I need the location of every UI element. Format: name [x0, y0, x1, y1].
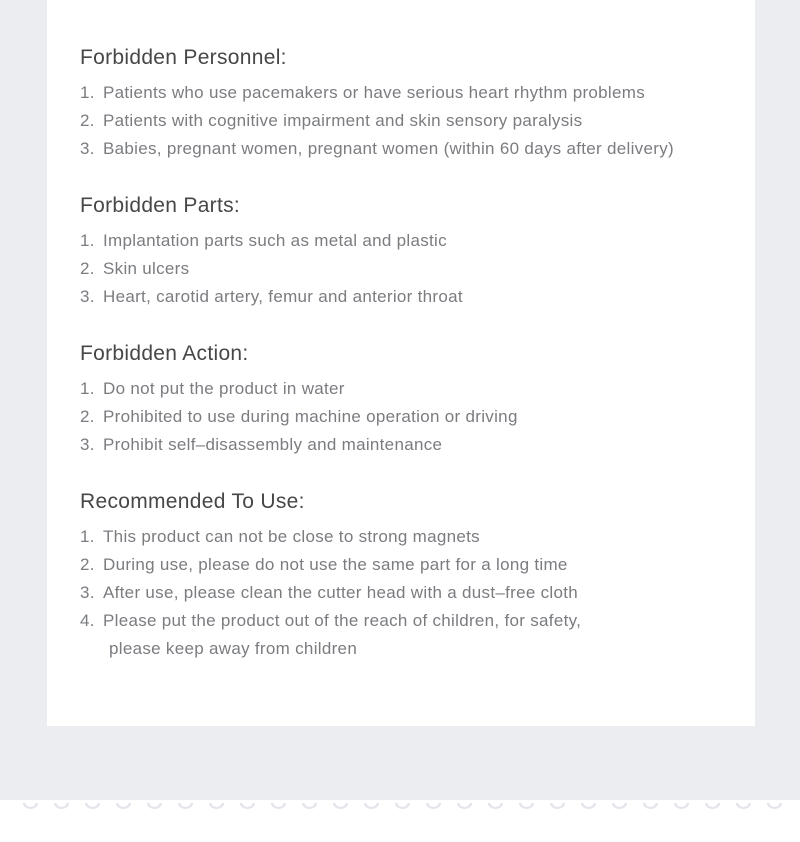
- list-item: [80, 431, 737, 459]
- section-forbidden-action: [80, 339, 737, 459]
- item-text: During use, please do not use the same part for a long time: [103, 555, 568, 574]
- safety-info-card: [47, 0, 755, 726]
- section-recommended-to-use: [80, 487, 737, 663]
- item-text-line1: Please put the product out of the reach of children, for safety,: [103, 611, 582, 630]
- list-item: [80, 403, 737, 431]
- next-section-edge: [0, 800, 800, 842]
- item-number: 2.: [80, 111, 95, 130]
- list-item: [80, 255, 737, 283]
- list-item: [80, 607, 737, 663]
- item-text: Prohibit self–disassembly and maintenance: [103, 435, 443, 454]
- list-item: [80, 79, 737, 107]
- item-text-line2: please keep away from children: [109, 639, 358, 658]
- item-text: Babies, pregnant women, pregnant women (within 60 days after delivery): [103, 139, 674, 158]
- item-text: Do not put the product in water: [103, 379, 345, 398]
- item-text: Patients with cognitive impairment and skin sensory paralysis: [103, 111, 583, 130]
- item-text: After use, please clean the cutter head with a dust–free cloth: [103, 583, 579, 602]
- item-text: Prohibited to use during machine operation or driving: [103, 407, 518, 426]
- section-heading: Forbidden Action:: [80, 342, 249, 365]
- item-number: 3.: [80, 139, 95, 158]
- section-forbidden-personnel: [80, 43, 737, 163]
- list-item: [80, 579, 737, 607]
- item-number: 2.: [80, 259, 95, 278]
- list-item: [80, 227, 737, 255]
- item-text: This product can not be close to strong magnets: [103, 527, 480, 546]
- list-item: [80, 283, 737, 311]
- item-number: 1.: [80, 379, 95, 398]
- item-text: Patients who use pacemakers or have serious heart rhythm problems: [103, 83, 646, 102]
- list-item: [80, 551, 737, 579]
- item-number: 1.: [80, 231, 95, 250]
- list-item: [80, 375, 737, 403]
- item-number: 3.: [80, 583, 95, 602]
- item-text: Skin ulcers: [103, 259, 190, 278]
- list-item: [80, 135, 737, 163]
- section-heading: Recommended To Use:: [80, 490, 305, 513]
- scallop-pattern: [15, 803, 795, 814]
- item-number: 4.: [80, 611, 95, 630]
- list-item: [80, 523, 737, 551]
- section-forbidden-parts: [80, 191, 737, 311]
- item-number: 1.: [80, 83, 95, 102]
- item-text: [103, 607, 737, 663]
- item-number: 2.: [80, 555, 95, 574]
- section-heading: Forbidden Parts:: [80, 194, 241, 217]
- list-item: [80, 107, 737, 135]
- item-text: Heart, carotid artery, femur and anterior throat: [103, 287, 463, 306]
- section-heading: Forbidden Personnel:: [80, 46, 287, 69]
- item-text: Implantation parts such as metal and plastic: [103, 231, 447, 250]
- item-number: 3.: [80, 435, 95, 454]
- item-number: 1.: [80, 527, 95, 546]
- item-number: 2.: [80, 407, 95, 426]
- item-number: 3.: [80, 287, 95, 306]
